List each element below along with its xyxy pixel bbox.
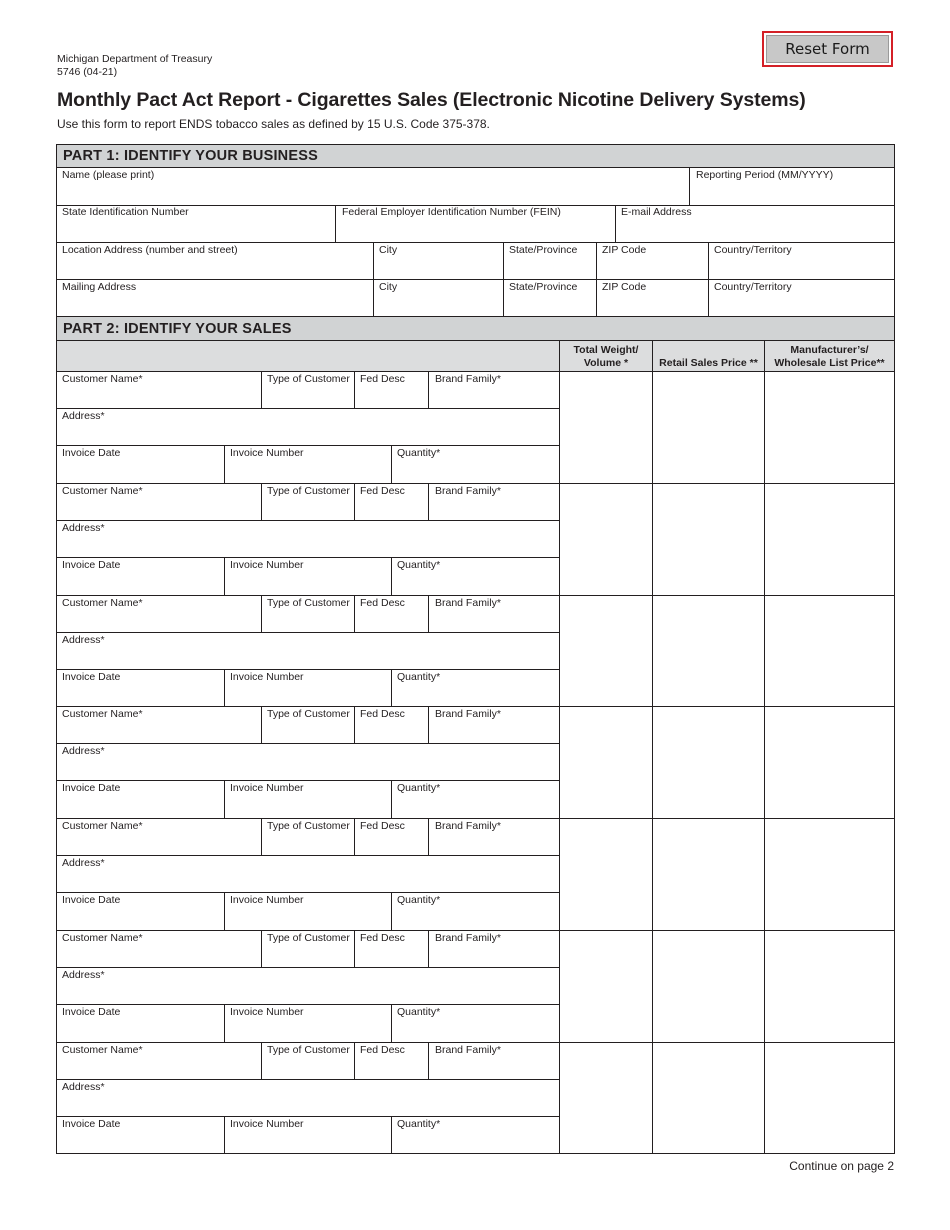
divider xyxy=(224,892,225,930)
divider xyxy=(56,242,895,243)
brand-family-field[interactable] xyxy=(435,835,555,853)
form-subtitle: Use this form to report ENDS tobacco sales as defined by 15 U.S. Code 375-378. xyxy=(57,117,490,131)
invoice-date-field[interactable] xyxy=(62,686,220,704)
divider xyxy=(261,1042,262,1079)
divider xyxy=(56,669,559,670)
type-of-customer-label: Type of Customer xyxy=(267,373,350,385)
address-label: Address* xyxy=(62,522,105,534)
name-field[interactable] xyxy=(62,185,682,203)
total-weight-volume-field[interactable] xyxy=(562,598,650,703)
divider xyxy=(261,483,262,520)
fed-desc-field[interactable] xyxy=(360,388,424,406)
divider xyxy=(391,669,392,706)
quantity-label: Quantity* xyxy=(397,671,441,683)
fein-label: Federal Employer Identification Number (FEIN) xyxy=(342,206,561,218)
wholesale-list-price-field[interactable] xyxy=(767,486,892,592)
divider xyxy=(224,445,225,483)
divider xyxy=(335,205,336,242)
retail-sales-price-field[interactable] xyxy=(655,1045,762,1151)
entry-separator xyxy=(56,483,895,484)
divider xyxy=(391,557,392,595)
address-label: Address* xyxy=(62,969,105,981)
quantity-field[interactable] xyxy=(397,462,555,480)
wholesale-list-price-field[interactable] xyxy=(767,709,892,815)
fed-desc-label: Fed Desc xyxy=(360,485,405,497)
divider xyxy=(559,341,560,1154)
invoice-number-label: Invoice Number xyxy=(230,559,304,571)
divider xyxy=(56,1079,559,1080)
fed-desc-field[interactable] xyxy=(360,500,424,518)
form-title: Monthly Pact Act Report - Cigarettes Sales (Electronic Nicotine Delivery Systems) xyxy=(57,89,806,111)
invoice-number-label: Invoice Number xyxy=(230,782,304,794)
divider xyxy=(224,669,225,706)
quantity-label: Quantity* xyxy=(397,447,441,459)
address-field[interactable] xyxy=(62,1096,554,1114)
total-weight-volume-field[interactable] xyxy=(562,374,650,480)
invoice-date-label: Invoice Date xyxy=(62,1006,121,1018)
divider xyxy=(354,818,355,855)
brand-family-label: Brand Family* xyxy=(435,373,501,385)
type-of-customer-label: Type of Customer xyxy=(267,597,350,609)
invoice-date-field[interactable] xyxy=(62,574,220,592)
invoice-date-label: Invoice Date xyxy=(62,894,121,906)
quantity-label: Quantity* xyxy=(397,894,441,906)
quantity-label: Quantity* xyxy=(397,782,441,794)
divider xyxy=(652,341,653,1154)
mailing-country-label: Country/Territory xyxy=(714,281,792,293)
email-label: E-mail Address xyxy=(621,206,692,218)
divider xyxy=(354,706,355,743)
customer-name-field[interactable] xyxy=(62,1059,256,1077)
quantity-field[interactable] xyxy=(397,574,555,592)
customer-name-label: Customer Name* xyxy=(62,597,143,609)
address-field[interactable] xyxy=(62,425,554,443)
mailing-zip-field[interactable] xyxy=(602,296,702,314)
invoice-number-label: Invoice Number xyxy=(230,1118,304,1130)
divider xyxy=(56,279,895,280)
type-of-customer-field[interactable] xyxy=(267,388,351,406)
location-zip-label: ZIP Code xyxy=(602,244,647,256)
address-label: Address* xyxy=(62,745,105,757)
state-id-label: State Identification Number xyxy=(62,206,189,218)
location-country-field[interactable] xyxy=(714,260,889,278)
invoice-date-field[interactable] xyxy=(62,1021,220,1039)
customer-name-label: Customer Name* xyxy=(62,373,143,385)
divider xyxy=(224,1004,225,1042)
type-of-customer-label: Type of Customer xyxy=(267,485,350,497)
customer-name-label: Customer Name* xyxy=(62,820,143,832)
name-label: Name (please print) xyxy=(62,169,155,181)
fed-desc-label: Fed Desc xyxy=(360,373,405,385)
fed-desc-field[interactable] xyxy=(360,1059,424,1077)
fed-desc-label: Fed Desc xyxy=(360,708,405,720)
location-city-label: City xyxy=(379,244,398,256)
total-weight-volume-field[interactable] xyxy=(562,1045,650,1151)
wholesale-list-price-field[interactable] xyxy=(767,598,892,703)
brand-family-field[interactable] xyxy=(435,947,555,965)
divider xyxy=(428,930,429,967)
invoice-date-field[interactable] xyxy=(62,462,220,480)
retail-sales-price-field[interactable] xyxy=(655,933,762,1039)
address-field[interactable] xyxy=(62,537,554,555)
invoice-date-field[interactable] xyxy=(62,909,220,927)
wholesale-list-price-field[interactable] xyxy=(767,933,892,1039)
divider xyxy=(615,205,616,242)
divider xyxy=(56,1004,559,1005)
divider xyxy=(764,341,765,1154)
brand-family-label: Brand Family* xyxy=(435,932,501,944)
divider xyxy=(354,595,355,632)
state-id-field[interactable] xyxy=(62,222,330,240)
mailing-address-label: Mailing Address xyxy=(62,281,137,293)
reset-button-frame xyxy=(762,31,893,67)
divider xyxy=(224,780,225,818)
divider xyxy=(428,818,429,855)
fed-desc-label: Fed Desc xyxy=(360,597,405,609)
address-label: Address* xyxy=(62,857,105,869)
type-of-customer-field[interactable] xyxy=(267,835,351,853)
type-of-customer-field[interactable] xyxy=(267,500,351,518)
retail-sales-price-field[interactable] xyxy=(655,374,762,480)
invoice-date-field[interactable] xyxy=(62,797,220,815)
divider xyxy=(56,445,559,446)
brand-family-field[interactable] xyxy=(435,500,555,518)
divider xyxy=(689,168,690,205)
reporting-period-label: Reporting Period (MM/YYYY) xyxy=(696,169,834,181)
part1-heading: PART 1: IDENTIFY YOUR BUSINESS xyxy=(56,144,895,168)
invoice-number-field[interactable] xyxy=(230,909,387,927)
divider xyxy=(56,520,559,521)
invoice-date-label: Invoice Date xyxy=(62,782,121,794)
divider xyxy=(224,557,225,595)
total-weight-volume-field[interactable] xyxy=(562,821,650,927)
invoice-number-label: Invoice Number xyxy=(230,447,304,459)
divider xyxy=(56,892,559,893)
form-number: 5746 (04-21) xyxy=(57,66,118,78)
divider xyxy=(391,1116,392,1154)
retail-sales-price-field[interactable] xyxy=(655,821,762,927)
address-label: Address* xyxy=(62,410,105,422)
fed-desc-field[interactable] xyxy=(360,835,424,853)
divider xyxy=(354,483,355,520)
reset-form-button[interactable]: Reset Form xyxy=(766,35,889,63)
invoice-date-label: Invoice Date xyxy=(62,447,121,459)
type-of-customer-field[interactable] xyxy=(267,612,351,630)
customer-name-field[interactable] xyxy=(62,835,256,853)
divider xyxy=(391,1004,392,1042)
wholesale-list-price-field[interactable] xyxy=(767,821,892,927)
invoice-number-label: Invoice Number xyxy=(230,671,304,683)
invoice-number-label: Invoice Number xyxy=(230,894,304,906)
invoice-number-label: Invoice Number xyxy=(230,1006,304,1018)
invoice-number-field[interactable] xyxy=(230,462,387,480)
location-address-field[interactable] xyxy=(62,260,368,278)
invoice-number-field[interactable] xyxy=(230,1021,387,1039)
divider xyxy=(56,632,559,633)
divider xyxy=(428,706,429,743)
mailing-city-label: City xyxy=(379,281,398,293)
brand-family-label: Brand Family* xyxy=(435,485,501,497)
divider xyxy=(224,1116,225,1154)
customer-name-field[interactable] xyxy=(62,388,256,406)
customer-name-label: Customer Name* xyxy=(62,932,143,944)
brand-family-field[interactable] xyxy=(435,723,555,741)
type-of-customer-field[interactable] xyxy=(267,947,351,965)
retail-sales-price-field[interactable] xyxy=(655,709,762,815)
location-country-label: Country/Territory xyxy=(714,244,792,256)
quantity-field[interactable] xyxy=(397,1133,555,1151)
total-weight-volume-field[interactable] xyxy=(562,709,650,815)
invoice-date-label: Invoice Date xyxy=(62,1118,121,1130)
fed-desc-label: Fed Desc xyxy=(360,820,405,832)
divider xyxy=(428,595,429,632)
brand-family-field[interactable] xyxy=(435,1059,555,1077)
location-city-field[interactable] xyxy=(379,260,499,278)
divider xyxy=(391,892,392,930)
customer-name-field[interactable] xyxy=(62,947,256,965)
location-state-label: State/Province xyxy=(509,244,578,256)
reporting-period-field[interactable] xyxy=(696,185,888,203)
brand-family-label: Brand Family* xyxy=(435,820,501,832)
col-header-retail: Retail Sales Price ** xyxy=(659,357,758,369)
fein-field[interactable] xyxy=(342,222,610,240)
entry-separator xyxy=(56,930,895,931)
invoice-date-label: Invoice Date xyxy=(62,671,121,683)
divider xyxy=(354,371,355,408)
fed-desc-field[interactable] xyxy=(360,612,424,630)
fed-desc-field[interactable] xyxy=(360,947,424,965)
entry-separator xyxy=(56,818,895,819)
divider xyxy=(428,483,429,520)
brand-family-label: Brand Family* xyxy=(435,708,501,720)
entry-separator xyxy=(56,595,895,596)
divider xyxy=(391,445,392,483)
part2-heading: PART 2: IDENTIFY YOUR SALES xyxy=(56,316,895,341)
type-of-customer-label: Type of Customer xyxy=(267,932,350,944)
agency-block xyxy=(57,53,212,79)
mailing-address-field[interactable] xyxy=(62,296,368,314)
invoice-number-field[interactable] xyxy=(230,797,387,815)
divider xyxy=(261,371,262,408)
divider xyxy=(261,930,262,967)
customer-name-field[interactable] xyxy=(62,723,256,741)
col-header-wholesale: Manufacturer’s/ Wholesale List Price** xyxy=(774,344,885,369)
divider xyxy=(56,1116,559,1117)
brand-family-field[interactable] xyxy=(435,612,555,630)
mailing-state-label: State/Province xyxy=(509,281,578,293)
brand-family-label: Brand Family* xyxy=(435,1044,501,1056)
divider xyxy=(56,743,559,744)
mailing-city-field[interactable] xyxy=(379,296,499,314)
quantity-label: Quantity* xyxy=(397,1118,441,1130)
type-of-customer-label: Type of Customer xyxy=(267,708,350,720)
fed-desc-label: Fed Desc xyxy=(360,1044,405,1056)
customer-name-label: Customer Name* xyxy=(62,1044,143,1056)
invoice-number-field[interactable] xyxy=(230,1133,387,1151)
address-field[interactable] xyxy=(62,984,554,1002)
location-state-field[interactable] xyxy=(509,260,593,278)
type-of-customer-label: Type of Customer xyxy=(267,1044,350,1056)
mailing-state-field[interactable] xyxy=(509,296,593,314)
divider xyxy=(261,595,262,632)
quantity-label: Quantity* xyxy=(397,1006,441,1018)
wholesale-list-price-field[interactable] xyxy=(767,374,892,480)
retail-sales-price-field[interactable] xyxy=(655,486,762,592)
invoice-date-field[interactable] xyxy=(62,1133,220,1151)
quantity-field[interactable] xyxy=(397,1021,555,1039)
divider xyxy=(56,967,559,968)
entry-separator xyxy=(56,1042,895,1043)
type-of-customer-field[interactable] xyxy=(267,723,351,741)
quantity-label: Quantity* xyxy=(397,559,441,571)
divider xyxy=(56,408,559,409)
total-weight-volume-field[interactable] xyxy=(562,933,650,1039)
type-of-customer-field[interactable] xyxy=(267,1059,351,1077)
col-header-weight: Total Weight/ Volume * xyxy=(573,344,639,369)
agency-name: Michigan Department of Treasury xyxy=(57,53,213,65)
divider xyxy=(261,818,262,855)
brand-family-label: Brand Family* xyxy=(435,597,501,609)
customer-name-label: Customer Name* xyxy=(62,708,143,720)
quantity-field[interactable] xyxy=(397,686,555,704)
divider xyxy=(354,930,355,967)
invoice-date-label: Invoice Date xyxy=(62,559,121,571)
address-label: Address* xyxy=(62,634,105,646)
quantity-field[interactable] xyxy=(397,797,555,815)
quantity-field[interactable] xyxy=(397,909,555,927)
continue-note: Continue on page 2 xyxy=(789,1159,894,1173)
invoice-number-field[interactable] xyxy=(230,574,387,592)
customer-name-label: Customer Name* xyxy=(62,485,143,497)
total-weight-volume-field[interactable] xyxy=(562,486,650,592)
address-field[interactable] xyxy=(62,872,554,890)
divider xyxy=(56,780,559,781)
address-field[interactable] xyxy=(62,649,554,667)
wholesale-list-price-field[interactable] xyxy=(767,1045,892,1151)
customer-name-field[interactable] xyxy=(62,500,256,518)
address-field[interactable] xyxy=(62,760,554,778)
location-address-label: Location Address (number and street) xyxy=(62,244,238,256)
divider xyxy=(56,855,559,856)
address-label: Address* xyxy=(62,1081,105,1093)
mailing-zip-label: ZIP Code xyxy=(602,281,647,293)
invoice-number-field[interactable] xyxy=(230,686,387,704)
divider xyxy=(428,1042,429,1079)
mailing-country-field[interactable] xyxy=(714,296,889,314)
divider xyxy=(354,1042,355,1079)
retail-sales-price-field[interactable] xyxy=(655,598,762,703)
divider xyxy=(261,706,262,743)
customer-name-field[interactable] xyxy=(62,612,256,630)
entry-separator xyxy=(56,706,895,707)
divider xyxy=(391,780,392,818)
type-of-customer-label: Type of Customer xyxy=(267,820,350,832)
divider xyxy=(56,557,559,558)
fed-desc-field[interactable] xyxy=(360,723,424,741)
divider xyxy=(56,371,895,372)
email-field[interactable] xyxy=(621,222,889,240)
brand-family-field[interactable] xyxy=(435,388,555,406)
divider xyxy=(428,371,429,408)
fed-desc-label: Fed Desc xyxy=(360,932,405,944)
location-zip-field[interactable] xyxy=(602,260,702,278)
